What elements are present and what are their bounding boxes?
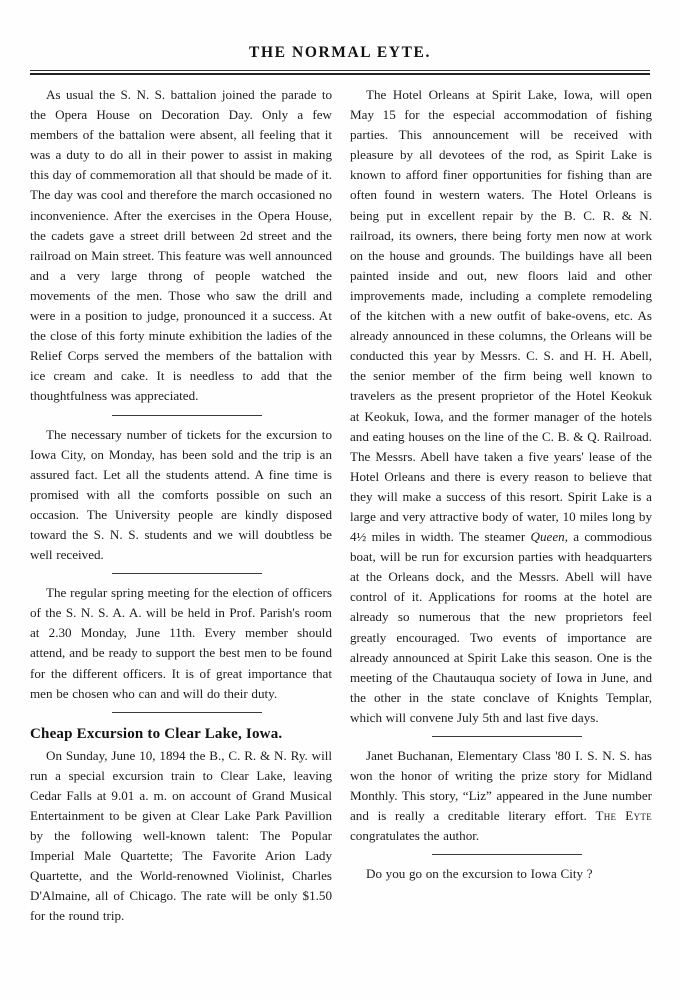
masthead bbox=[0, 0, 680, 64]
janet-buchanan-text-part2: congratulates the author. bbox=[350, 828, 480, 844]
article-separator bbox=[30, 565, 332, 583]
article-cheap-excursion-clear-lake: On Sunday, June 10, 1894 the B., C. R. & N. Ry. will run a special excursion train to Clear Lake, leaving Cedar Falls at 9.01 a. m. on account of Grand Musical Entertainment to be given at Clear Lake Park Pavillion by the following well-known talent: The Popular Imperial Male Quartette; The Favorite Arion Lady Quartette, and the World-renowned Violinist, Charles D'Almaine, all of Chicago. The rate will be only $1.50 for the round trip. bbox=[30, 747, 332, 924]
article-iowa-city-tickets: The necessary number of tickets for the excursion to Iowa City, on Monday, has been sold and the trip is an assured fact. Let all the students attend. A fine time is promised with all the comforts possible on such an occasion. The University people are kindly disposed toward the S. N. S. students and we will doubtless be well received. bbox=[30, 426, 332, 563]
page-title: THE NORMAL EYTE. bbox=[249, 44, 431, 61]
hotel-orleans-text-part1: The Hotel Orleans at Spirit Lake, Iowa, will open May 15 for the especial accommodation of fishing parties. This announcement will be received with pleasure by all devotees of the rod, as Spirit Lake is known to afford finer opportunities for fishing than are often found in western waters. The Hotel Orleans is being put in excellent repair by the B. C. R. & N. railroad, its owners, there being forty men now at work on the house and grounds. The buildings have all been painted inside and out, new floors laid and other improvements made, including a complete remodeling of the kitchen with a new outfit of bake-ovens, etc. As already announced in these columns, the Orleans will be conducted this year by Messrs. C. S. and H. H. Abell, the senior member of the firm being well known to travelers as the present proprietor of the Hotel Keokuk at Keokuk, Iowa, and the former manager of the hotels and eating houses on the line of the C. B. & Q. Railroad. The Messrs. Abell have taken a five years' lease of the Hotel Orleans and there is every reason to believe that they will make a success of this resort. Spirit Lake is a large and very attractive body of water, 10 miles long by 4½ miles in width. The steamer bbox=[350, 87, 652, 545]
left-column bbox=[30, 85, 332, 927]
hotel-orleans-text-part2: , a commodious boat, will be run for excursion parties with headquarters at the Orleans dock, and the Messrs. Abell will have control of it. Applications for rooms at the hotel are already so numerous that the new proprietors feel greatly encouraged. Two events of importance are already announced at Spirit Lake this season. One is the meeting of the Chautauqua society of Iowa in June, and the other in the state conclave of Knights Templar, which will convene July 5th and last five days. bbox=[350, 529, 652, 725]
subheading-cheap-excursion: Cheap Excursion to Clear Lake, Iowa. bbox=[30, 725, 283, 742]
publication-name-the-eyte: The Eyte bbox=[595, 808, 652, 824]
column-container bbox=[0, 75, 680, 927]
article-hotel-orleans bbox=[350, 85, 652, 728]
article-janet-buchanan bbox=[350, 746, 652, 846]
article-separator bbox=[30, 407, 332, 425]
article-separator bbox=[350, 846, 652, 864]
article-separator bbox=[30, 704, 332, 722]
article-separator bbox=[350, 728, 652, 746]
article-excursion-question: Do you go on the excursion to Iowa City ? bbox=[366, 866, 593, 882]
article-battalion-parade: As usual the S. N. S. battalion joined the parade to the Opera House on Decoration Day. Only a few members of the battalion were absent, all feeling that it was a duty to do all in their power to assist in making this day of commemoration all that should be made of it. The day was cool and therefore the march occasioned no inconvenience. After the exercises in the Opera House, the cadets gave a street drill between 2d street and the railroad on Main street. This feature was well announced and a very large throng of people watched the movements of the men. Those who saw the drill and were in a position to judge, pronounced it a success. At the close of this forty minute exhibition the ladies of the Relief Corps served the members of the battalion with ice cream and cake. It is needless to add that the thoughtfulness was appreciated. bbox=[30, 87, 332, 404]
right-column bbox=[350, 85, 652, 927]
steamer-name-queen: Queen bbox=[530, 529, 565, 545]
janet-buchanan-text-part1: Janet Buchanan, Elementary Class '80 I. S. N. S. has won the honor of writing the prize story for Midland Monthly. This story, “Liz” appeared in the June number and is really a creditable literary effort. bbox=[350, 748, 652, 824]
article-spring-meeting-election: The regular spring meeting for the election of officers of the S. N. S. A. A. will be held in Prof. Parish's room at 2.30 Monday, June 11th. Every member should attend, and be ready to support the best men to be found for the different officers. It is of great importance that men be chosen who can and will do their duty. bbox=[30, 585, 332, 701]
